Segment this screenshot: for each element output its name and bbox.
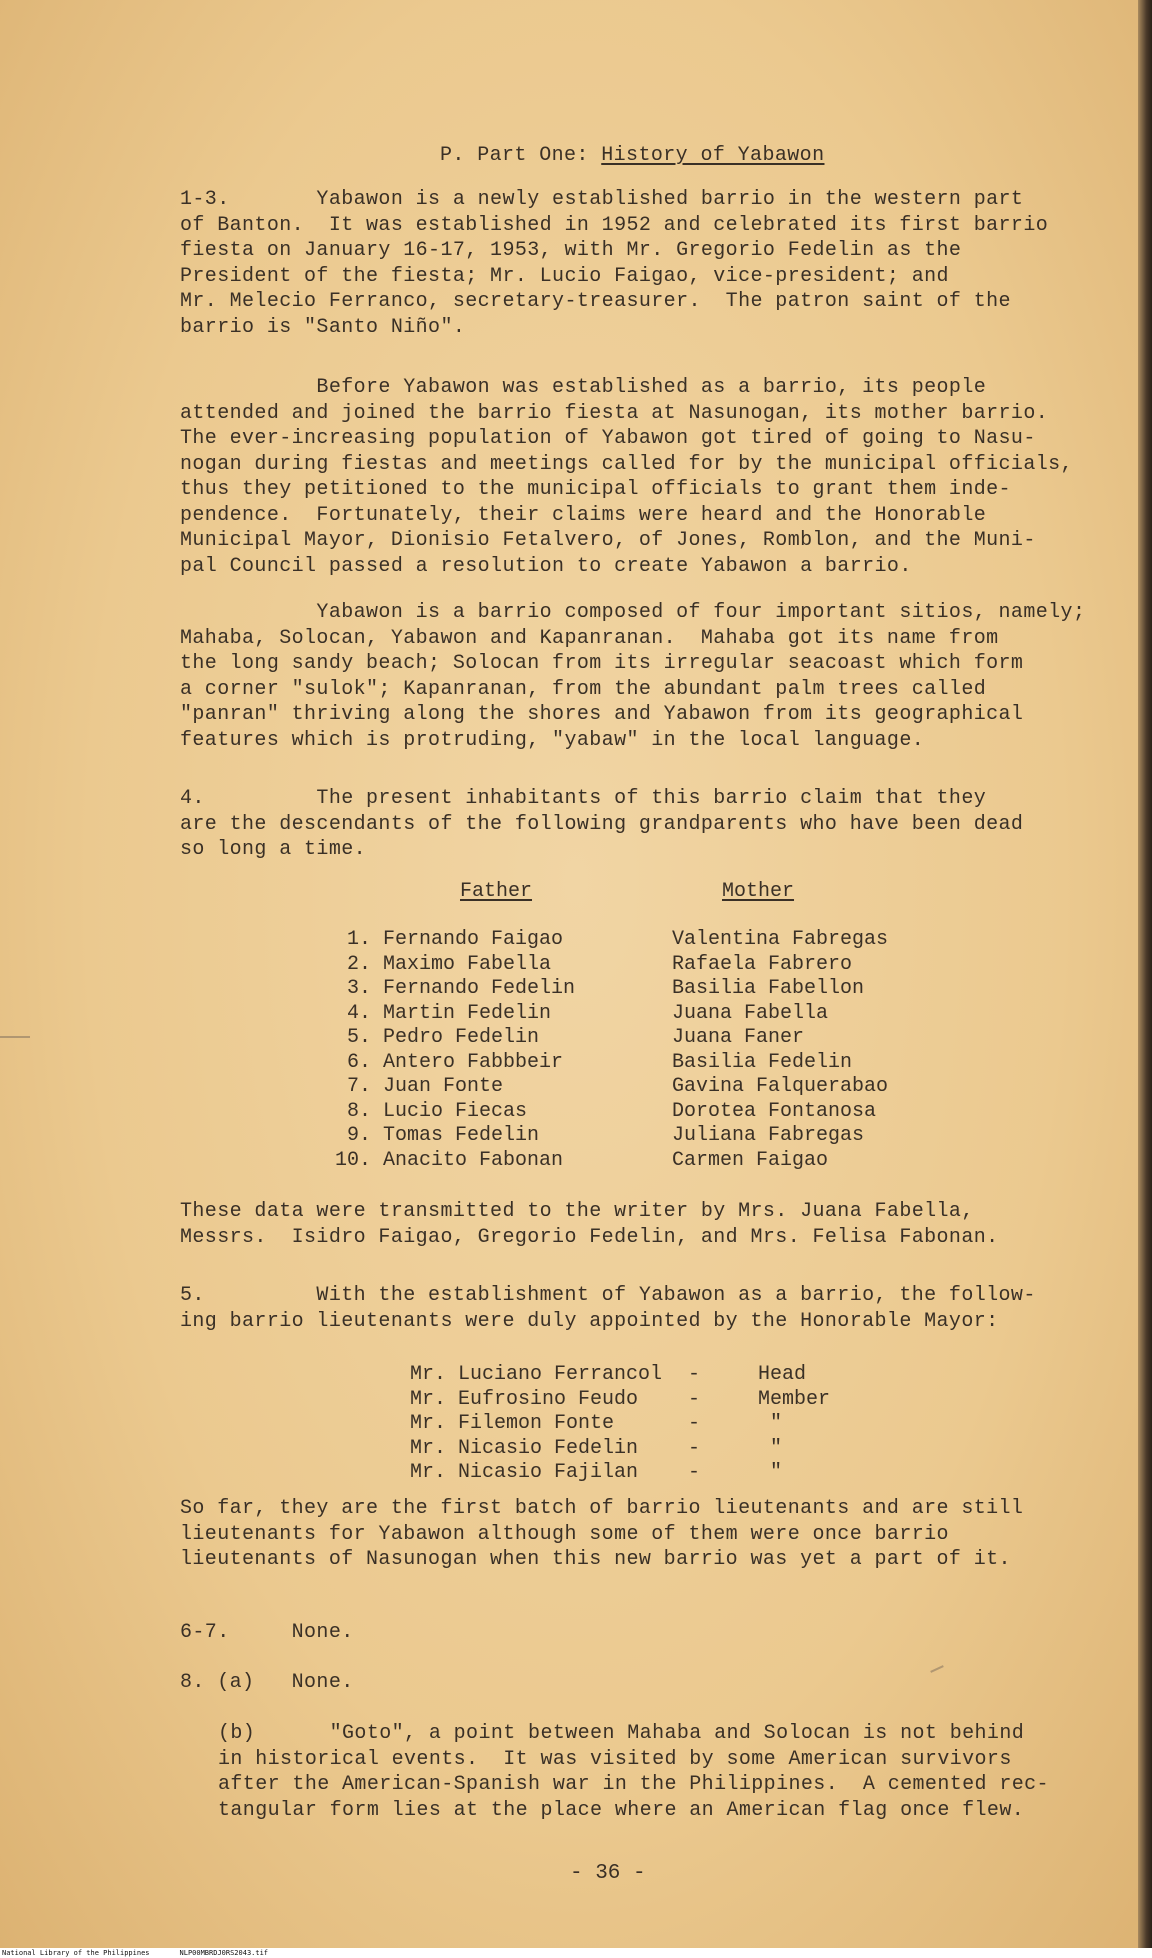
section-5-paragraph: 5. With the establishment of Yabawon as a barrio, the follow- ing barrio lieutenants were duly appointed by the Honorable Mayor: (180, 1284, 1036, 1333)
father-item: 5. Pedro Fedelin (335, 1026, 540, 1049)
title-prefix: P. Part One: (440, 144, 589, 167)
mother-item: Gavina Falquerabao (672, 1075, 889, 1098)
lieutenant-roles (758, 1363, 830, 1486)
mother-item: Carmen Faigao (672, 1148, 829, 1172)
father-item: 10. Anacito Fabonan (335, 1148, 564, 1172)
section-4-paragraph: 4. The present inhabitants of this barrio claim that they are the descendants of the following grandparents who have been dead so long a time. (180, 787, 1024, 861)
lieutenants-note-paragraph: So far, they are the first batch of barrio lieutenants and are still lieutenants for Yabawon although some of them were once barrio lieutenants of Nasunogan when this new barrio was yet a part of it. (180, 1497, 1024, 1571)
lieutenant-dash: - (688, 1387, 701, 1411)
father-item: 4. Martin Fedelin (335, 1001, 552, 1025)
title-main: History of Yabawon (601, 144, 825, 167)
father-item: 7. Juan Fonte (335, 1075, 504, 1098)
mother-item: Valentina Fabregas (672, 928, 889, 951)
father-item: 6. Antero Fabbbeir (335, 1050, 564, 1074)
page-binding-edge (1138, 0, 1152, 1950)
establishment-paragraph: Before Yabawon was established as a barrio, its people attended and joined the barrio fiesta at Nasunogan, its mother barrio. The ever-increasing population of Yabawon got tired of going to Nasu- nogan during fiestas and meetings called for by the municipal officials, thus they petitioned to the municipal officials to grant them inde- pendence. Fortunately, their claims were heard and the Honorable Municipal Mayor, Dionisio Fetalvero, of Jones, Romblon, and the Muni- pal Council passed a resolution to create Yabawon a barrio. (180, 376, 1073, 578)
scan-footer (0, 1948, 1152, 1958)
lieutenant-dash: - (688, 1461, 701, 1484)
lieutenant-names (410, 1363, 662, 1486)
page-number: - 36 - (570, 1862, 646, 1885)
section-8b-paragraph: (b) "Goto", a point between Mahaba and Solocan is not behind in historical events. It was visited by some American survivors after the American-Spanish war in the Philippines. A cemented rec- tangular form lies at the place where an American flag once flew. (218, 1722, 1049, 1822)
father-item: 3. Fernando Fedelin (335, 977, 576, 1000)
father-column-header: Father (460, 880, 533, 903)
edge-mark (0, 1036, 30, 1038)
lieutenant-name: Mr. Eufrosino Feudo (410, 1387, 639, 1411)
data-sources-paragraph: These data were transmitted to the writer by Mrs. Juana Fabella, Messrs. Isidro Faigao, Gregorio Fedelin, and Mrs. Felisa Fabonan. (180, 1200, 999, 1249)
father-list (335, 928, 575, 1173)
lieutenant-role: " (770, 1412, 783, 1435)
mother-item: Juana Faner (672, 1026, 805, 1049)
father-item: 8. Lucio Fiecas (335, 1099, 528, 1123)
section-6-7-line: 6-7. None. (180, 1621, 354, 1644)
mother-item: Rafaela Fabrero (672, 952, 853, 976)
lieutenant-name: Mr. Filemon Fonte (410, 1412, 615, 1435)
father-item: 1. Fernando Faigao (335, 928, 564, 951)
sitios-paragraph: Yabawon is a barrio composed of four important sitios, namely; Mahaba, Solocan, Yabawon and Kapanranan. Mahaba got its name from the long sandy beach; Solocan from its irregular seacoast which form a corner "sulok"; Kapanranan, from the abundant palm trees called "panran" thriving along the shores and Yabawon from its geographical features which is protruding, "yabaw" in the local language. (180, 601, 1086, 752)
mother-item: Dorotea Fontanosa (672, 1099, 877, 1123)
father-item: 2. Maximo Fabella (335, 952, 552, 976)
lieutenant-dashes (688, 1363, 700, 1486)
father-item: 9. Tomas Fedelin (335, 1124, 540, 1147)
footer-library: National Library of the Philippines (2, 1949, 150, 1957)
mother-item: Basilia Fedelin (672, 1050, 853, 1074)
lieutenant-name: Mr. Nicasio Fajilan (410, 1461, 639, 1484)
lieutenant-role: " (770, 1461, 783, 1484)
lieutenant-name: Mr. Nicasio Fedelin (410, 1436, 639, 1460)
stray-mark (930, 1665, 944, 1673)
lieutenant-dash: - (688, 1436, 701, 1460)
mother-list (672, 928, 888, 1173)
lieutenant-role: " (770, 1436, 783, 1460)
mother-item: Juliana Fabregas (672, 1124, 865, 1147)
section-8a-line: 8. (a) None. (180, 1671, 354, 1694)
lieutenant-role: Member (758, 1387, 831, 1411)
footer-file: NLP00MBRDJ0RS2043.tif (179, 1949, 269, 1957)
page-title (440, 143, 824, 169)
lieutenant-name: Mr. Luciano Ferrancol (410, 1363, 663, 1386)
lieutenant-role: Head (758, 1363, 807, 1386)
mother-column-header: Mother (722, 880, 795, 903)
lieutenant-dash: - (688, 1412, 701, 1435)
lieutenant-dash: - (688, 1363, 701, 1386)
section-1-3-paragraph: 1-3. Yabawon is a newly established barrio in the western part of Banton. It was established in 1952 and celebrated its first barrio fiesta on January 16-17, 1953, with Mr. Gregorio Fedelin as the President of the fiesta; Mr. Lucio Faigao, vice-president; and Mr. Melecio Ferranco, secretary-treasurer. The patron saint of the barrio is "Santo Niño". (180, 188, 1049, 339)
mother-item: Juana Fabella (672, 1001, 829, 1025)
mother-item: Basilia Fabellon (672, 977, 865, 1000)
